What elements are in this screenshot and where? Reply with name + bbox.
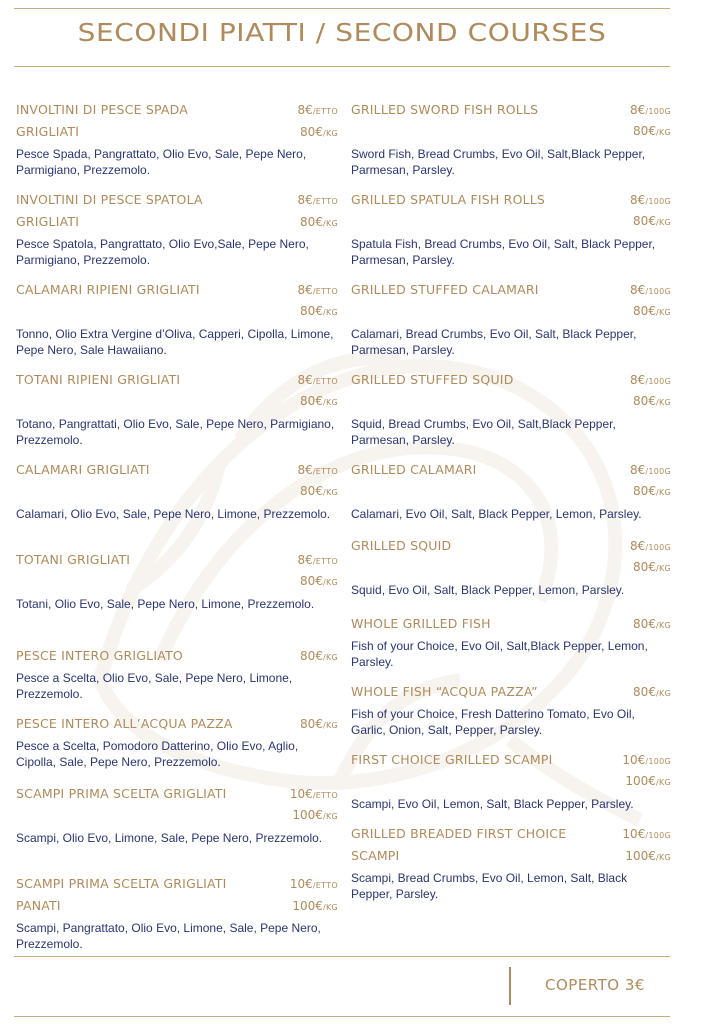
bottom-rule-upper <box>14 956 670 957</box>
menu-item-name: TOTANI GRIGLIATI <box>16 552 131 567</box>
price-unit: /ETTO <box>312 377 338 386</box>
price-value: 100€ <box>292 899 323 913</box>
top-rule <box>14 8 670 9</box>
price-unit: /100G <box>645 107 671 116</box>
menu-item-price <box>630 539 671 553</box>
price-unit: /KG <box>655 853 671 862</box>
price-unit: /100G <box>645 467 671 476</box>
price-unit: /KG <box>655 778 671 787</box>
menu-item-header <box>351 462 671 484</box>
menu-item <box>16 462 338 522</box>
menu-item-name: GRILLED SQUID <box>351 538 452 553</box>
title-rule <box>14 66 670 67</box>
menu-item-header <box>16 574 338 596</box>
menu-item-price <box>633 304 671 318</box>
price-unit: /100G <box>645 831 671 840</box>
price-unit: /100G <box>645 197 671 206</box>
menu-item-header <box>16 808 338 830</box>
menu-item-price <box>630 373 671 387</box>
menu-item-description: Calamari, Olio Evo, Sale, Pepe Nero, Limone, Prezzemolo. <box>16 507 331 521</box>
price-unit: /ETTO <box>312 197 338 206</box>
menu-item-price <box>298 553 338 567</box>
price-value: 8€ <box>630 463 646 477</box>
price-unit: /100G <box>645 543 671 552</box>
menu-item-name: FIRST CHOICE GRILLED SCAMPI <box>351 752 553 767</box>
menu-item-header <box>16 648 338 670</box>
menu-item-description: Tonno, Olio Extra Vergine d’Oliva, Capperi, Cipolla, Limone, Pepe Nero, Sale Hawaiiano. <box>16 327 334 357</box>
menu-item-price <box>633 394 671 408</box>
menu-item-price <box>292 808 338 822</box>
menu-item <box>351 684 671 738</box>
menu-item-name: SCAMPI <box>351 848 400 863</box>
price-value: 8€ <box>297 373 313 387</box>
price-unit: /ETTO <box>312 881 338 890</box>
menu-item-price <box>630 193 671 207</box>
menu-item-header <box>16 124 338 146</box>
price-unit: /ETTO <box>312 287 338 296</box>
menu-item-name: GRILLED CALAMARI <box>351 462 477 477</box>
menu-item-header <box>16 876 338 898</box>
price-value: 8€ <box>297 103 313 117</box>
price-unit: /ETTO <box>312 467 338 476</box>
menu-item-price <box>630 103 671 117</box>
menu-item-header <box>351 192 671 214</box>
menu-item-name: PESCE INTERO GRIGLIATO <box>16 648 183 663</box>
price-value: 80€ <box>300 125 323 139</box>
price-value: 80€ <box>633 304 656 318</box>
price-unit: /KG <box>322 398 338 407</box>
price-value: 80€ <box>633 484 656 498</box>
menu-item-name: PANATI <box>16 898 61 913</box>
page-title: SECONDI PIATTI / SECOND COURSES <box>77 18 607 47</box>
price-unit: /KG <box>322 129 338 138</box>
menu-item-header <box>351 616 671 638</box>
price-value: 80€ <box>633 560 656 574</box>
price-value: 100€ <box>292 808 323 822</box>
menu-item-name: GRILLED STUFFED CALAMARI <box>351 282 539 297</box>
menu-item-header <box>351 304 671 326</box>
menu-item-header <box>16 282 338 304</box>
price-value: 8€ <box>297 463 313 477</box>
price-value: 8€ <box>630 373 646 387</box>
menu-item-price <box>625 849 671 863</box>
menu-item-header <box>351 214 671 236</box>
menu-item-description: Fish of your Choice, Evo Oil, Salt,Black Pepper, Lemon, Parsley. <box>351 639 648 669</box>
price-value: 80€ <box>300 394 323 408</box>
menu-item <box>351 538 671 598</box>
menu-item-description: Squid, Evo Oil, Salt, Black Pepper, Lemon, Parsley. <box>351 583 625 597</box>
price-unit: /KG <box>322 488 338 497</box>
menu-item-price <box>298 283 338 297</box>
menu-item-header <box>16 304 338 326</box>
price-unit: /KG <box>655 488 671 497</box>
menu-item-header <box>16 898 338 920</box>
menu-item-name: PESCE INTERO ALL’ACQUA PAZZA <box>16 716 233 731</box>
menu-item-description: Scampi, Evo Oil, Lemon, Salt, Black Pepper, Parsley. <box>351 797 634 811</box>
menu-item-description: Scampi, Olio Evo, Limone, Sale, Pepe Nero, Prezzemolo. <box>16 831 323 845</box>
menu-item <box>16 648 338 702</box>
menu-item-header <box>16 484 338 506</box>
menu-item-name: GRIGLIATI <box>16 214 80 229</box>
price-value: 8€ <box>297 553 313 567</box>
menu-item <box>16 282 338 358</box>
menu-item-name: GRIGLIATI <box>16 124 80 139</box>
menu-item-header <box>351 282 671 304</box>
menu-item <box>351 616 671 670</box>
menu-item-price <box>625 774 671 788</box>
price-value: 10€ <box>289 787 313 801</box>
menu-item-description: Squid, Bread Crumbs, Evo Oil, Salt,Black Pepper, Parmesan, Parsley. <box>351 417 616 447</box>
price-unit: /KG <box>655 128 671 137</box>
menu-item-name: GRILLED SPATULA FISH ROLLS <box>351 192 546 207</box>
menu-item-price <box>298 373 338 387</box>
menu-item-header <box>16 372 338 394</box>
price-unit: /100G <box>645 757 671 766</box>
menu-item-price <box>633 617 671 631</box>
menu-item-description: Pesce a Scelta, Olio Evo, Sale, Pepe Nero, Limone, Prezzemolo. <box>16 671 293 701</box>
price-unit: /KG <box>655 564 671 573</box>
menu-item-price <box>633 484 671 498</box>
menu-item-description: Pesce a Scelta, Pomodoro Datterino, Olio Evo, Aglio, Cipolla, Sale, Pepe Nero, Prezzemolo. <box>16 739 299 769</box>
price-value: 80€ <box>300 304 323 318</box>
price-value: 8€ <box>630 103 646 117</box>
menu-item <box>351 102 671 178</box>
menu-item-description: Pesce Spada, Pangrattato, Olio Evo, Sale, Pepe Nero, Parmigiano, Prezzemolo. <box>16 147 307 177</box>
menu-item-description: Sword Fish, Bread Crumbs, Evo Oil, Salt,Black Pepper, Parmesan, Parsley. <box>351 147 646 177</box>
menu-item-header <box>16 462 338 484</box>
menu-item-name: SCAMPI PRIMA SCELTA GRIGLIATI <box>16 876 227 891</box>
price-value: 80€ <box>300 215 323 229</box>
menu-item-description: Calamari, Evo Oil, Salt, Black Pepper, Lemon, Parsley. <box>351 507 642 521</box>
menu-item-price <box>633 214 671 228</box>
menu-item-header <box>16 192 338 214</box>
price-unit: /KG <box>322 219 338 228</box>
menu-item-header <box>16 214 338 236</box>
price-value: 80€ <box>633 214 656 228</box>
menu-item-header <box>351 124 671 146</box>
menu-item-name: CALAMARI RIPIENI GRIGLIATI <box>16 282 200 297</box>
menu-item <box>16 786 338 846</box>
menu-item-price <box>633 560 671 574</box>
price-unit: /KG <box>322 903 338 912</box>
price-unit: /KG <box>655 398 671 407</box>
menu-item-name: SCAMPI PRIMA SCELTA GRIGLIATI <box>16 786 227 801</box>
menu-item-price <box>300 215 338 229</box>
menu-item-header <box>351 774 671 796</box>
menu-item <box>351 752 671 812</box>
menu-item-description: Scampi, Bread Crumbs, Evo Oil, Lemon, Salt, Black Pepper, Parsley. <box>351 871 628 901</box>
price-value: 10€ <box>622 753 646 767</box>
price-unit: /KG <box>322 812 338 821</box>
price-unit: /KG <box>655 621 671 630</box>
menu-item-header <box>351 752 671 774</box>
menu-item-price <box>300 649 338 663</box>
menu-item-header <box>16 786 338 808</box>
menu-item-price <box>630 463 671 477</box>
menu-item-price <box>630 283 671 297</box>
menu-item-header <box>351 848 671 870</box>
menu-item-price <box>298 463 338 477</box>
price-value: 10€ <box>289 877 313 891</box>
menu-item-name: CALAMARI GRIGLIATI <box>16 462 150 477</box>
price-unit: /KG <box>322 653 338 662</box>
menu-item <box>16 102 338 178</box>
price-unit: /KG <box>655 689 671 698</box>
menu-item-description: Totano, Pangrattati, Olio Evo, Sale, Pepe Nero, Parmigiano, Prezzemolo. <box>16 417 335 447</box>
menu-item-name: GRILLED STUFFED SQUID <box>351 372 514 387</box>
menu-item-price <box>633 685 671 699</box>
menu-item <box>16 716 338 770</box>
menu-item-header <box>351 826 671 848</box>
menu-item-price <box>298 103 338 117</box>
price-value: 8€ <box>630 193 646 207</box>
menu-item <box>351 282 671 358</box>
menu-item-description: Scampi, Pangrattato, Olio Evo, Limone, Sale, Pepe Nero, Prezzemolo. <box>16 921 321 951</box>
price-value: 8€ <box>297 283 313 297</box>
price-value: 100€ <box>625 774 656 788</box>
menu-item-name: TOTANI RIPIENI GRIGLIATI <box>16 372 181 387</box>
price-value: 80€ <box>300 717 323 731</box>
menu-item-header <box>351 394 671 416</box>
menu-item-name: WHOLE FISH “ACQUA PAZZA” <box>351 684 538 699</box>
price-unit: /KG <box>322 721 338 730</box>
menu-item-header <box>16 716 338 738</box>
footer-divider <box>509 967 511 1005</box>
price-value: 100€ <box>625 849 656 863</box>
menu-item-price <box>298 193 338 207</box>
menu-item-price <box>622 753 671 767</box>
price-unit: /ETTO <box>312 791 338 800</box>
price-value: 10€ <box>622 827 646 841</box>
menu-item-name: INVOLTINI DI PESCE SPATOLA <box>16 192 203 207</box>
menu-item-price <box>300 574 338 588</box>
menu-item-price <box>300 484 338 498</box>
menu-item-header <box>16 102 338 124</box>
menu-item-price <box>622 827 671 841</box>
menu-item <box>351 826 671 902</box>
price-unit: /ETTO <box>312 557 338 566</box>
menu-item-description: Pesce Spatola, Pangrattato, Olio Evo,Sale, Pepe Nero, Parmigiano, Prezzemolo. <box>16 237 309 267</box>
menu-item-price <box>300 125 338 139</box>
price-value: 8€ <box>630 283 646 297</box>
menu-item-price <box>633 124 671 138</box>
menu-item-description: Calamari, Bread Crumbs, Evo Oil, Salt, Black Pepper, Parmesan, Parsley. <box>351 327 637 357</box>
menu-item-header <box>351 372 671 394</box>
menu-item-name: WHOLE GRILLED FISH <box>351 616 491 631</box>
price-unit: /ETTO <box>312 107 338 116</box>
menu-item <box>351 462 671 522</box>
menu-item-price <box>300 394 338 408</box>
price-value: 80€ <box>300 649 323 663</box>
menu-item <box>16 552 338 612</box>
menu-item-header <box>351 538 671 560</box>
price-value: 80€ <box>300 574 323 588</box>
menu-item-header <box>16 394 338 416</box>
price-unit: /100G <box>645 287 671 296</box>
menu-item <box>351 372 671 448</box>
menu-item-header <box>351 560 671 582</box>
menu-item <box>16 372 338 448</box>
price-value: 8€ <box>297 193 313 207</box>
menu-item-header <box>351 484 671 506</box>
price-unit: /KG <box>655 308 671 317</box>
menu-item-header <box>351 684 671 706</box>
menu-item-description: Totani, Olio Evo, Sale, Pepe Nero, Limone, Prezzemolo. <box>16 597 315 611</box>
price-value: 80€ <box>633 394 656 408</box>
menu-item <box>16 876 338 952</box>
menu-item <box>16 192 338 268</box>
menu-item-name: GRILLED BREADED FIRST CHOICE <box>351 826 567 841</box>
price-unit: /KG <box>322 578 338 587</box>
price-unit: /KG <box>655 218 671 227</box>
price-value: 80€ <box>300 484 323 498</box>
menu-item-price <box>292 899 338 913</box>
menu-item-price <box>300 304 338 318</box>
menu-item-price <box>290 787 338 801</box>
menu-item-name: INVOLTINI DI PESCE SPADA <box>16 102 189 117</box>
menu-item-price <box>300 717 338 731</box>
menu-item-description: Spatula Fish, Bread Crumbs, Evo Oil, Salt, Black Pepper, Parmesan, Parsley. <box>351 237 656 267</box>
menu-item-description: Fish of your Choice, Fresh Datterino Tomato, Evo Oil, Garlic, Onion, Salt, Pepper, Parsley. <box>351 707 635 737</box>
menu-item <box>351 192 671 268</box>
bottom-rule-lower <box>14 1016 670 1017</box>
coperto-price: COPERTO 3€ <box>545 976 645 994</box>
menu-item-header <box>351 102 671 124</box>
price-value: 80€ <box>633 685 656 699</box>
menu-item-price <box>290 877 338 891</box>
price-value: 8€ <box>630 539 646 553</box>
price-value: 80€ <box>633 617 656 631</box>
menu-item-header <box>16 552 338 574</box>
price-unit: /KG <box>322 308 338 317</box>
menu-item-name: GRILLED SWORD FISH ROLLS <box>351 102 539 117</box>
price-unit: /100G <box>645 377 671 386</box>
price-value: 80€ <box>633 124 656 138</box>
